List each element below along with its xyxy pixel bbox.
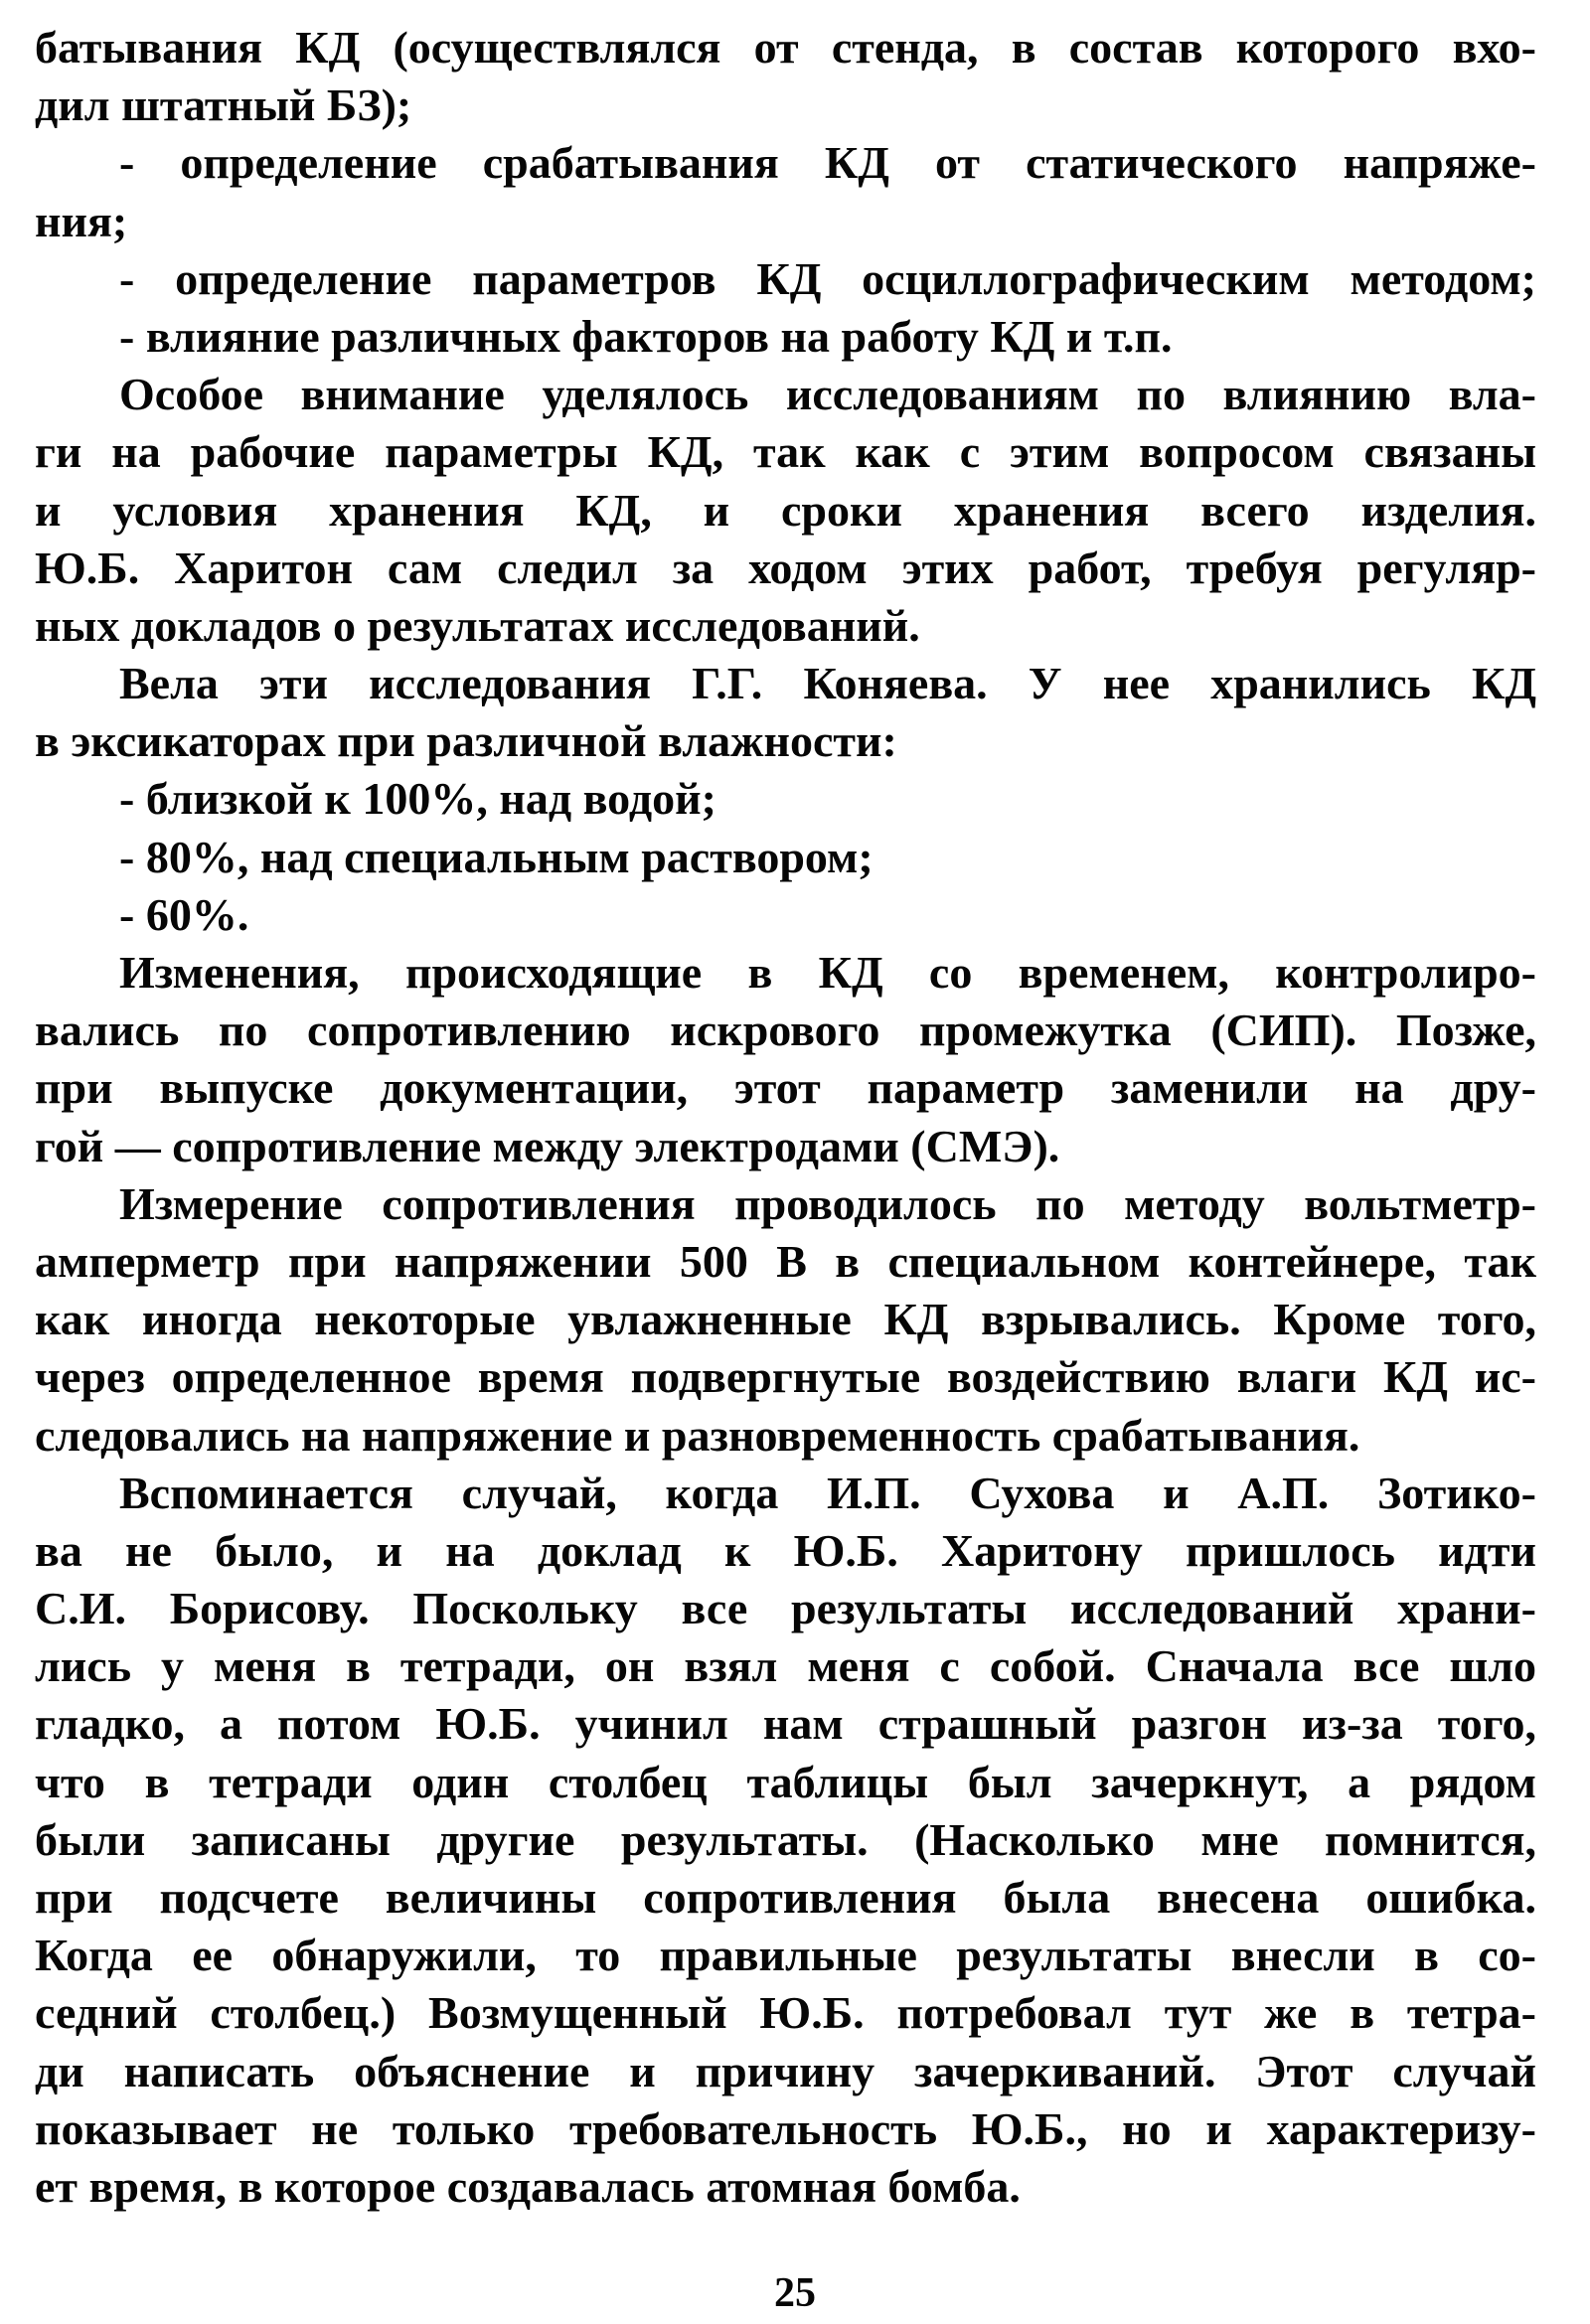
text-line: в эксикаторах при различной влажности: — [35, 715, 897, 767]
text-line: - 60%. — [119, 888, 249, 940]
text-line: С.И. Борисову. Поскольку все результаты исследований храни- — [35, 1583, 1536, 1634]
text-line: при выпуске документации, этот параметр заменили на дру- — [35, 1062, 1536, 1114]
text-line: Ю.Б. Харитон сам следил за ходом этих работ, требуя регуляр- — [35, 542, 1536, 593]
text-line: что в тетради один столбец таблицы был зачеркнут, а рядом — [35, 1756, 1536, 1807]
text-line: - влияние различных факторов на работу КД и т.п. — [119, 310, 1173, 362]
text-line: - определение параметров КД осциллографическим методом; — [119, 252, 1536, 304]
text-line: - 80%, над специальным раствором; — [119, 831, 874, 882]
text-line: как иногда некоторые увлажненные КД взрывались. Кроме того, — [35, 1294, 1536, 1345]
text-line: Изменения, происходящие в КД со временем, контролиро- — [119, 947, 1536, 998]
text-line: Вспоминается случай, когда И.П. Сухова и А.П. Зотико- — [119, 1467, 1536, 1518]
text-line: и условия хранения КД, и сроки хранения всего изделия. — [35, 484, 1536, 536]
page-number: 25 — [774, 2270, 816, 2316]
text-line: вались по сопротивлению искрового промежутка (СИП). Позже, — [35, 1005, 1536, 1056]
text-line: батывания КД (осуществлялся от стенда, в состав которого вхо- — [35, 22, 1536, 73]
text-line: гой — сопротивление между электродами (СМЭ). — [35, 1120, 1060, 1171]
text-line: - близкой к 100%, над водой; — [119, 773, 716, 825]
text-line: ва не было, и на доклад к Ю.Б. Харитону пришлось идти — [35, 1524, 1536, 1576]
text-line: Когда ее обнаружили, то правильные результаты внесли в со- — [35, 1930, 1536, 1981]
text-line: Вела эти исследования Г.Г. Коняева. У нее хранились КД — [119, 658, 1536, 709]
text-line: ных докладов о результатах исследований. — [35, 599, 920, 651]
text-line: ния; — [35, 195, 128, 246]
text-line: Особое внимание уделялось исследованиям по влиянию вла- — [119, 369, 1536, 420]
text-line: были записаны другие результаты. (Насколько мне помнится, — [35, 1813, 1536, 1865]
text-line: ди написать объяснение и причину зачеркиваний. Этот случай — [35, 2045, 1536, 2096]
text-line: амперметр при напряжении 500 В в специальном контейнере, так — [35, 1235, 1536, 1287]
text-line: седний столбец.) Возмущенный Ю.Б. потребовал тут же в тетра- — [35, 1987, 1536, 2039]
text-line: - определение срабатывания КД от статического напряже- — [119, 137, 1536, 189]
text-line: следовались на напряжение и разновременность срабатывания. — [35, 1409, 1360, 1461]
text-line: Измерение сопротивления проводилось по методу вольтметр- — [119, 1177, 1536, 1229]
text-line: лись у меня в тетради, он взял меня с собой. Сначала все шло — [35, 1640, 1536, 1692]
text-line: через определенное время подвергнутые воздействию влаги КД ис- — [35, 1351, 1536, 1403]
text-line: при подсчете величины сопротивления была внесена ошибка. — [35, 1872, 1536, 1923]
text-block — [35, 19, 1536, 2216]
text-line: ги на рабочие параметры КД, так как с этим вопросом связаны — [35, 426, 1536, 478]
text-line: ет время, в которое создавалась атомная бомба. — [35, 2160, 1021, 2212]
text-line: показывает не только требовательность Ю.Б., но и характеризу- — [35, 2102, 1536, 2154]
text-line: гладко, а потом Ю.Б. учинил нам страшный разгон из-за того, — [35, 1698, 1536, 1750]
text-line: дил штатный БЗ); — [35, 79, 412, 131]
